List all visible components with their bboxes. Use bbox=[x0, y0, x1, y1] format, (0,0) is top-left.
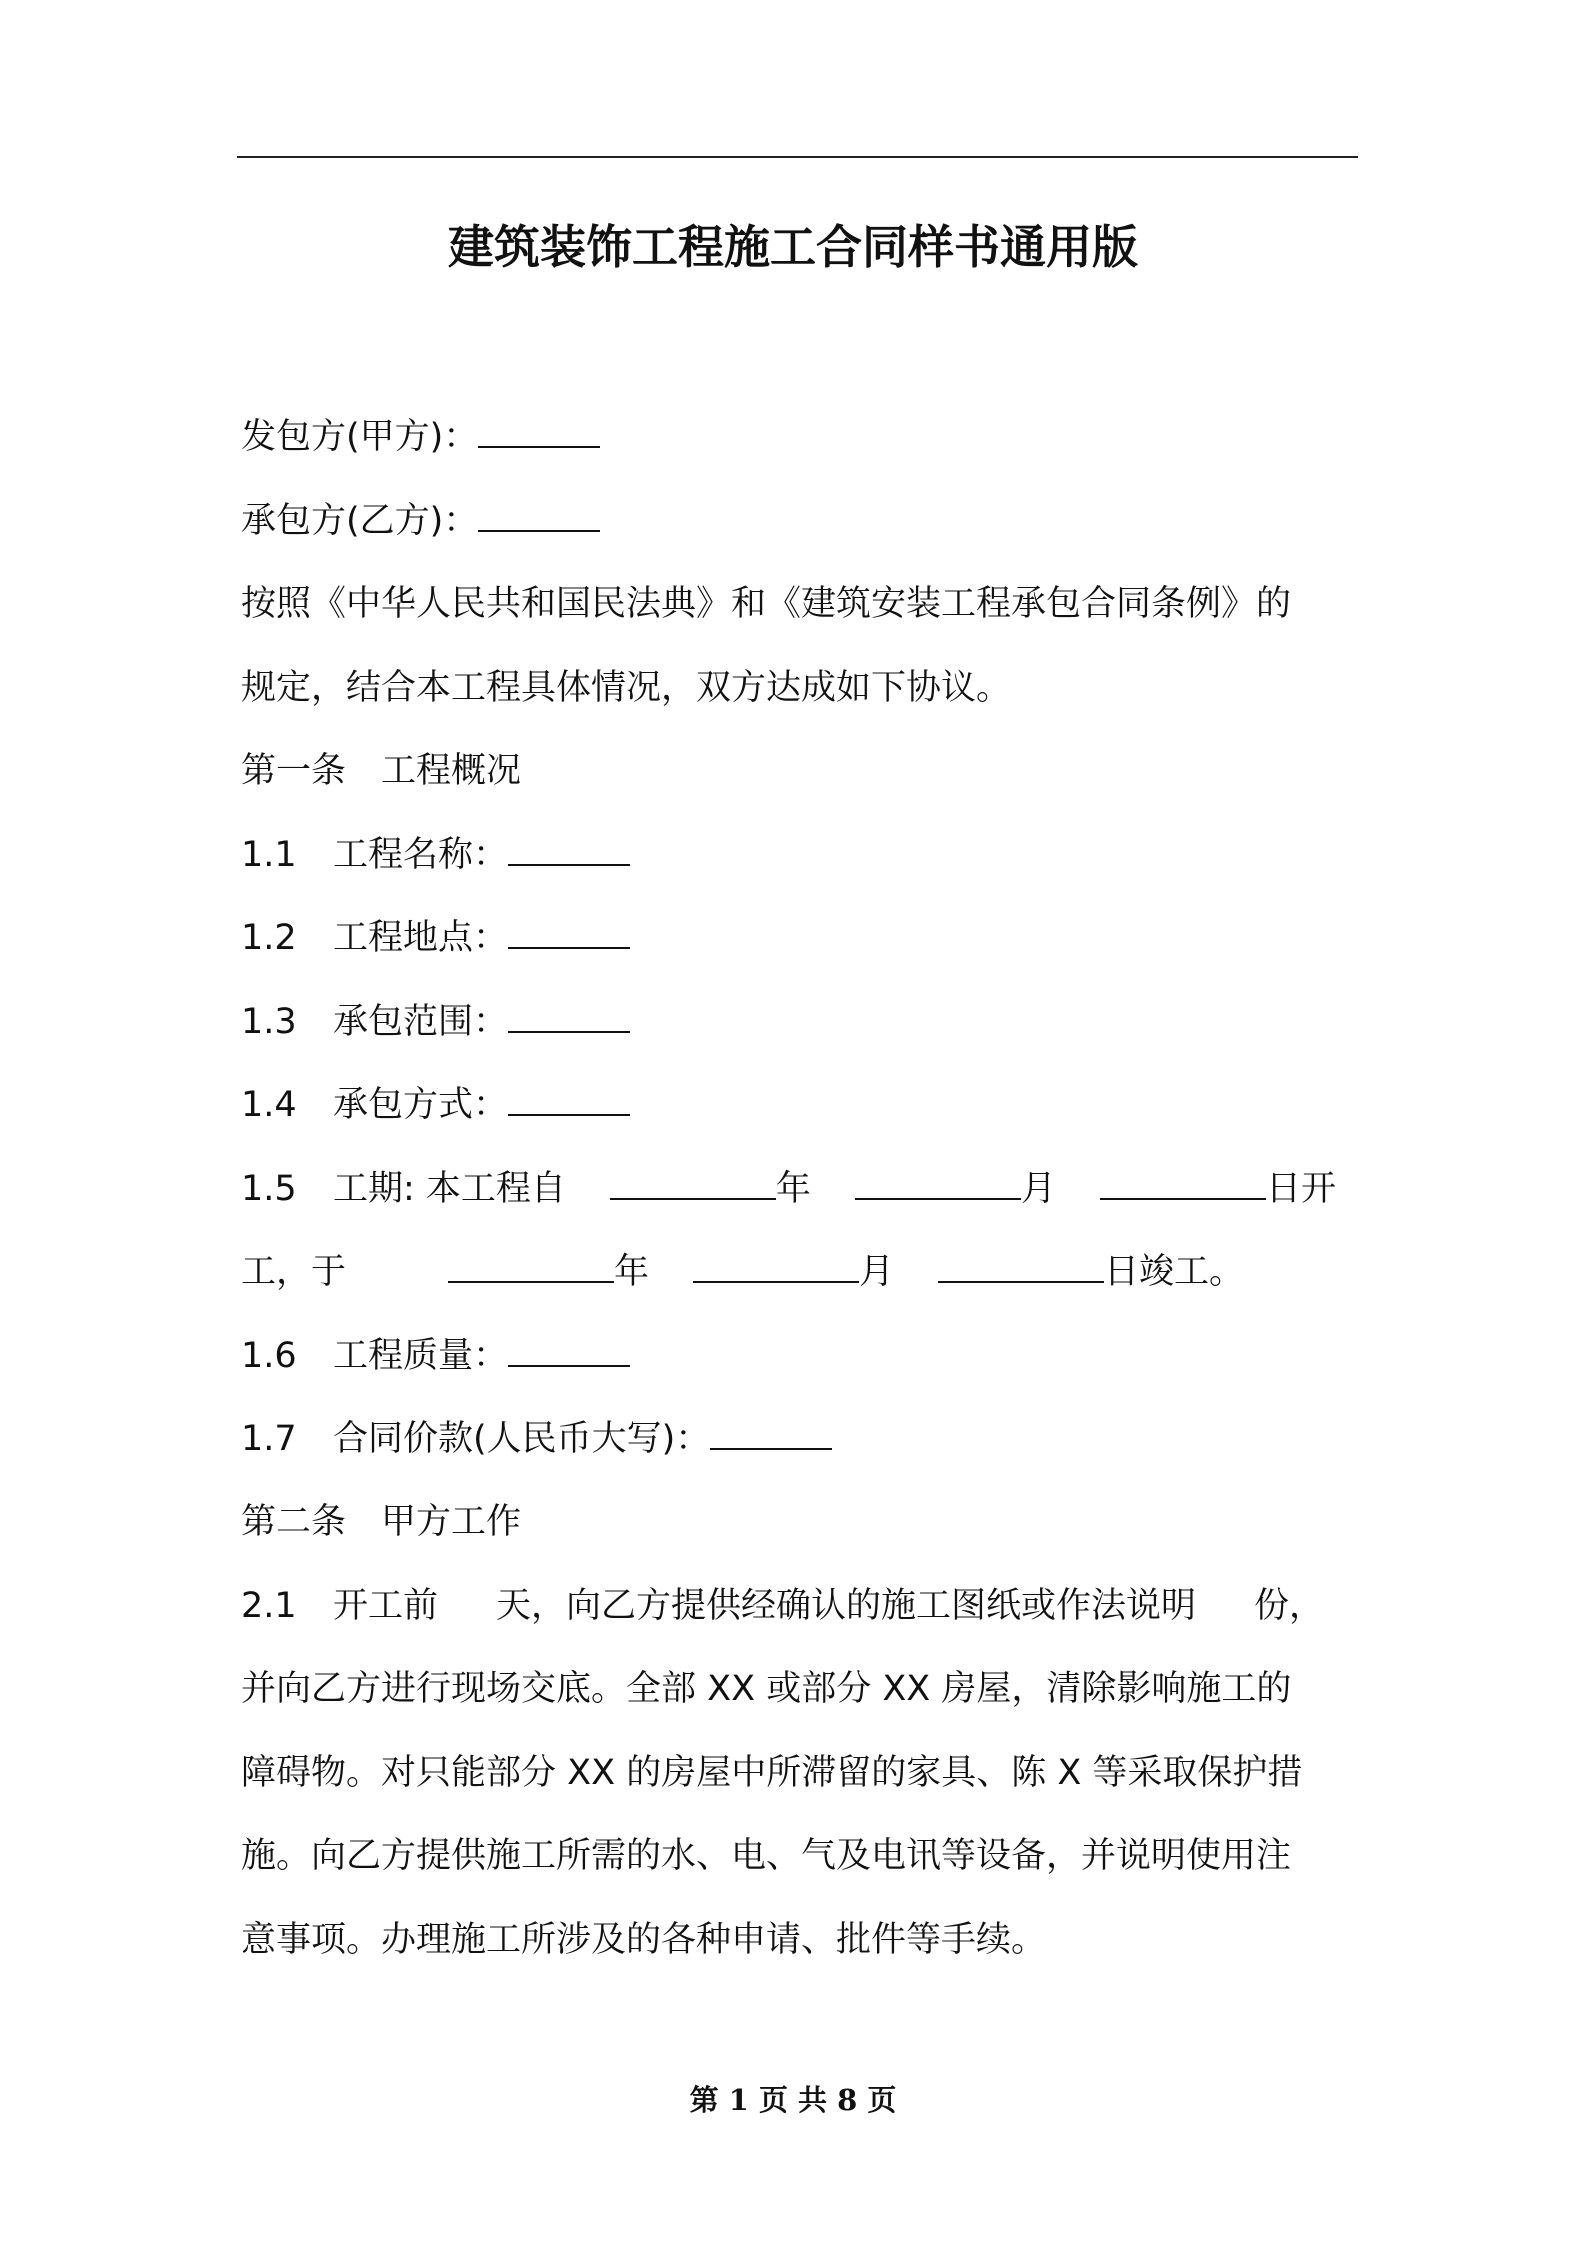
item-1-2 bbox=[241, 908, 630, 968]
line-prefix: 工，于 bbox=[241, 1252, 347, 1292]
item-number: 1.6 bbox=[241, 1336, 297, 1376]
header-rule bbox=[237, 156, 1358, 158]
party-a-line bbox=[241, 407, 600, 467]
item-1-1 bbox=[241, 825, 630, 885]
item-1-5-continued bbox=[241, 1242, 1244, 1302]
party-b-line bbox=[241, 491, 600, 551]
item-label: 工期: 本工程自 bbox=[333, 1169, 566, 1209]
year-label: 年 bbox=[775, 1169, 811, 1209]
item-number: 2.1 bbox=[241, 1586, 297, 1626]
end-day-blank bbox=[938, 1251, 1104, 1283]
month-label: 月 bbox=[859, 1252, 895, 1292]
article-1-heading: 第一条 工程概况 bbox=[241, 751, 522, 791]
item-number: 1.3 bbox=[241, 1002, 297, 1042]
item-number: 1.1 bbox=[241, 835, 297, 875]
item-label: 承包方式： bbox=[333, 1085, 509, 1125]
preamble-line-1: 按照《中华人民共和国民法典》和《建筑安装工程承包合同条例》的 bbox=[241, 584, 1292, 624]
item-number: 1.4 bbox=[241, 1085, 297, 1125]
paragraph-2-1-line-4: 施。向乙方提供施工所需的水、电、气及电讯等设备，并说明使用注 bbox=[241, 1836, 1292, 1876]
item-text-part3: 份， bbox=[1254, 1586, 1325, 1626]
day-start-label: 日开 bbox=[1265, 1169, 1336, 1209]
item-label: 承包范围： bbox=[333, 1002, 509, 1042]
article-2-heading: 第二条 甲方工作 bbox=[241, 1502, 522, 1542]
party-b-label: 承包方(乙方)： bbox=[241, 501, 479, 541]
item-1-5 bbox=[241, 1159, 1336, 1219]
start-year-blank bbox=[610, 1168, 776, 1200]
item-label: 工程名称： bbox=[333, 835, 509, 875]
item-label: 工程地点： bbox=[333, 918, 509, 958]
item-label: 工程质量： bbox=[333, 1336, 509, 1376]
start-day-blank bbox=[1100, 1168, 1266, 1200]
item-blank bbox=[508, 1001, 630, 1033]
item-number: 1.2 bbox=[241, 918, 297, 958]
item-number: 1.7 bbox=[241, 1419, 297, 1459]
party-b-blank bbox=[478, 500, 600, 532]
party-a-label: 发包方(甲方)： bbox=[241, 417, 479, 457]
paragraph-2-1-line-5: 意事项。办理施工所涉及的各种申请、批件等手续。 bbox=[241, 1920, 1047, 1960]
preamble-line-2: 规定，结合本工程具体情况，双方达成如下协议。 bbox=[241, 668, 1012, 708]
item-blank bbox=[508, 1084, 630, 1116]
document-title: 建筑装饰工程施工合同样书通用版 bbox=[448, 220, 1138, 274]
item-blank bbox=[710, 1418, 832, 1450]
item-1-4 bbox=[241, 1075, 630, 1135]
page-number-footer: 第 1 页 共 8 页 bbox=[689, 2083, 897, 2117]
day-end-label: 日竣工。 bbox=[1104, 1252, 1245, 1292]
paragraph-2-1-line-3: 障碍物。对只能部分 XX 的房屋中所滞留的家具、陈 X 等采取保护措 bbox=[241, 1753, 1303, 1793]
item-2-1 bbox=[241, 1576, 1324, 1636]
item-blank bbox=[508, 917, 630, 949]
paragraph-2-1-line-2: 并向乙方进行现场交底。全部 XX 或部分 XX 房屋，清除影响施工的 bbox=[241, 1669, 1292, 1709]
end-year-blank bbox=[448, 1251, 614, 1283]
end-month-blank bbox=[693, 1251, 859, 1283]
item-1-7 bbox=[241, 1409, 832, 1469]
item-blank bbox=[508, 1335, 630, 1367]
item-label: 合同价款(人民币大写)： bbox=[333, 1419, 711, 1459]
item-text-part1: 开工前 bbox=[333, 1586, 439, 1626]
party-a-blank bbox=[478, 416, 600, 448]
item-number: 1.5 bbox=[241, 1169, 297, 1209]
item-blank bbox=[508, 834, 630, 866]
item-text-part2: 天，向乙方提供经确认的施工图纸或作法说明 bbox=[496, 1586, 1197, 1626]
item-1-6 bbox=[241, 1326, 630, 1386]
year-label: 年 bbox=[614, 1252, 650, 1292]
start-month-blank bbox=[855, 1168, 1021, 1200]
month-label: 月 bbox=[1020, 1169, 1056, 1209]
item-1-3 bbox=[241, 992, 630, 1052]
